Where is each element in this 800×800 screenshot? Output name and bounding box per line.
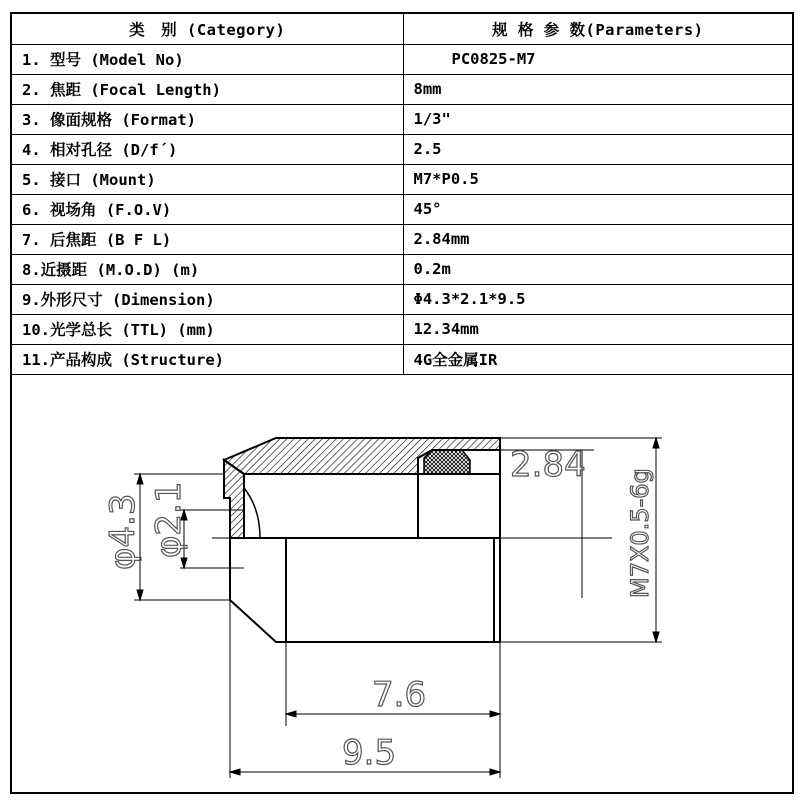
row-label: 10.光学总长 (TTL) (mm)	[12, 314, 403, 344]
spec-table	[12, 14, 792, 375]
dim-total-length-label: 9.5	[342, 733, 397, 773]
row-value: 45°	[403, 194, 792, 224]
row-label: 8.近摄距 (M.O.D) (m)	[12, 254, 403, 284]
table-row	[12, 134, 792, 164]
row-value: 2.5	[403, 134, 792, 164]
table-row	[12, 74, 792, 104]
lens-outline	[224, 438, 500, 642]
parameters-header: 规 格 参 数(Parameters)	[403, 14, 792, 44]
table-row	[12, 284, 792, 314]
spec-sheet	[10, 12, 794, 794]
dim-body-length-label: 7.6	[372, 675, 427, 715]
row-value: 2.84mm	[403, 224, 792, 254]
row-value: Φ4.3*2.1*9.5	[403, 284, 792, 314]
row-value: 0.2m	[403, 254, 792, 284]
table-row	[12, 44, 792, 74]
table-row	[12, 164, 792, 194]
dim-thread-label: M7X0.5-6g	[626, 468, 654, 598]
row-value: 8mm	[403, 74, 792, 104]
row-label: 6. 视场角 (F.O.V)	[12, 194, 403, 224]
row-label: 11.产品构成 (Structure)	[12, 344, 403, 374]
row-label: 9.外形尺寸 (Dimension)	[12, 284, 403, 314]
table-header-row	[12, 14, 792, 44]
row-value: 12.34mm	[403, 314, 792, 344]
row-value: PC0825-M7	[403, 44, 792, 74]
row-value: 4G全金属IR	[403, 344, 792, 374]
technical-drawing	[12, 388, 792, 792]
dim-outer-diameter-label: φ4.3	[103, 493, 143, 570]
table-row	[12, 254, 792, 284]
row-value: M7*P0.5	[403, 164, 792, 194]
table-row	[12, 344, 792, 374]
row-label: 3. 像面规格 (Format)	[12, 104, 403, 134]
dim-inner-diameter-label: φ2.1	[149, 481, 189, 558]
row-label: 4. 相对孔径 (D/f´)	[12, 134, 403, 164]
row-label: 5. 接口 (Mount)	[12, 164, 403, 194]
row-label: 7. 后焦距 (B F L)	[12, 224, 403, 254]
dimension-lines	[134, 438, 662, 778]
category-header: 类 别 (Category)	[12, 14, 403, 44]
row-label: 1. 型号 (Model No)	[12, 44, 403, 74]
dim-bfl-label: 2.84	[510, 445, 586, 485]
table-row	[12, 224, 792, 254]
row-label: 2. 焦距 (Focal Length)	[12, 74, 403, 104]
row-value: 1/3"	[403, 104, 792, 134]
table-row	[12, 194, 792, 224]
table-row	[12, 314, 792, 344]
table-row	[12, 104, 792, 134]
lens-drawing-svg	[12, 388, 792, 792]
